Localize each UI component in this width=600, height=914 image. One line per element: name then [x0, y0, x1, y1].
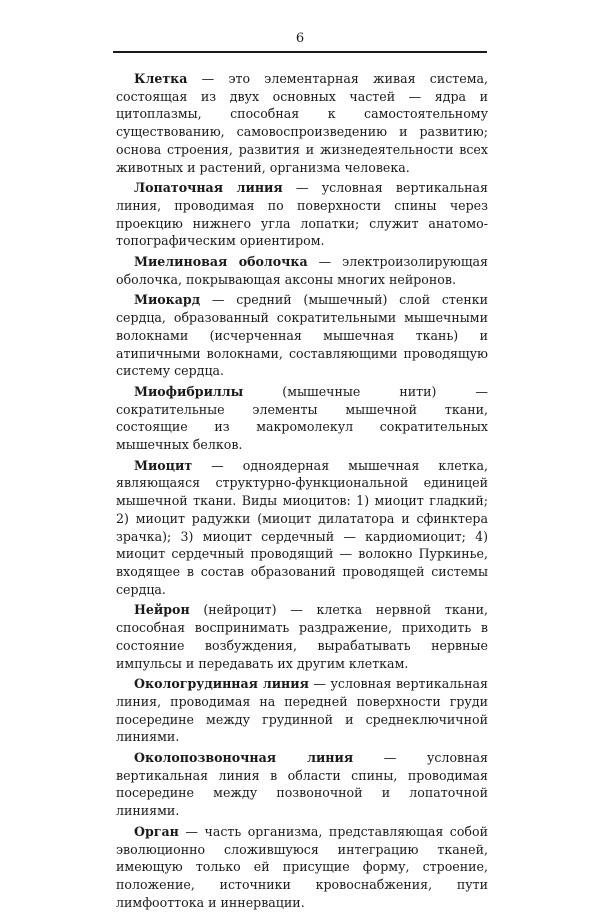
entry-definition: — одноядерная мышечная клетка, являющаяся структурно-функциональной единицей мышечной ткани. Виды миоцитов: 1) миоцит гладкий; 2) миоцит радужки (миоцит дилататора и сфинктера зрачка); 3) миоцит сердечный — кардиомиоцит; 4) миоцит сердечный проводящий — волокно Пуркинье, входящее в состав образований проводящей системы сердца. — [116, 457, 488, 597]
entry-term: Околопозвоночная линия — [134, 750, 354, 766]
entry-term: Клетка — [134, 71, 188, 86]
entry-definition: — электроизолирующая оболочка, покрывающая аксоны многих нейронов. — [116, 254, 488, 287]
entry-term: Окологрудинная линия — [134, 676, 309, 692]
entry-miofibrilly — [116, 383, 488, 454]
header-rule — [113, 51, 487, 53]
entry-term: Лопаточная линия — [134, 180, 283, 196]
entry-definition: — условная вертикальная линия в области спины, проводимая посередине между позвоночной и лопаточной линиями. — [116, 750, 488, 819]
glossary-text — [116, 70, 488, 914]
entry-okolopozvonochnaya-liniya — [116, 749, 488, 820]
page-number: 6 — [295, 31, 305, 46]
entry-definition: — это элементарная живая система, состоящая из двух основных частей — ядра и цитоплазмы, способная к самостоятельному существованию, самовоспроизведению и развитию; основа строения, развития и жизнедеятельности всех животных и растений, организма человека. — [116, 71, 488, 175]
entry-definition: — часть организма, представляющая собой эволюционно сложившуюся интеграцию тканей, имеющую только ей присущие форму, строение, положение, источники кровоснабжения, пути лимфооттока и иннервации. — [116, 823, 488, 910]
entry-miokard — [116, 291, 488, 380]
entry-lopatochnaya-liniya — [116, 179, 488, 250]
entry-term: Нейрон — [134, 602, 190, 618]
entry-definition: — условная вертикальная линия, проводимая на передней поверхности груди посередине между грудинной и среднеключичной линиями. — [116, 676, 488, 745]
entry-definition: (нейроцит) — клетка нервной ткани, способная воспринимать раздражение, приходить в состояние возбуждения, вырабатывать нервные импульсы и передавать их другим клеткам. — [116, 602, 488, 671]
entry-miocit — [116, 457, 488, 599]
entry-mielinovaya-obolochka — [116, 253, 488, 288]
entry-term: Миокард — [134, 292, 201, 308]
entry-neyron — [116, 601, 488, 672]
entry-definition: (мышечные нити) — сократительные элементы мышечной ткани, состоящие из макромолекул сократительных мышечных белков. — [116, 383, 488, 453]
entry-organ — [116, 823, 488, 912]
entry-term: Миофибриллы — [134, 383, 244, 399]
entry-okologrudinnaya-liniya — [116, 675, 488, 746]
entry-term: Орган — [134, 823, 179, 839]
entry-term: Миоцит — [134, 457, 193, 473]
entry-kletka — [116, 70, 488, 176]
entry-definition: — средний (мышечный) слой стенки сердца, образованный сократительными мышечными волокнами (исчерченная мышечная ткань) и атипичными волокнами, составляющими проводящую систему сердца. — [116, 292, 488, 379]
entry-definition: — условная вертикальная линия, проводимая по поверхности спины через проекцию нижнего угла лопатки; служит анатомо-топографическим ориентиром. — [116, 180, 488, 249]
entry-term: Миелиновая оболочка — [134, 254, 308, 270]
